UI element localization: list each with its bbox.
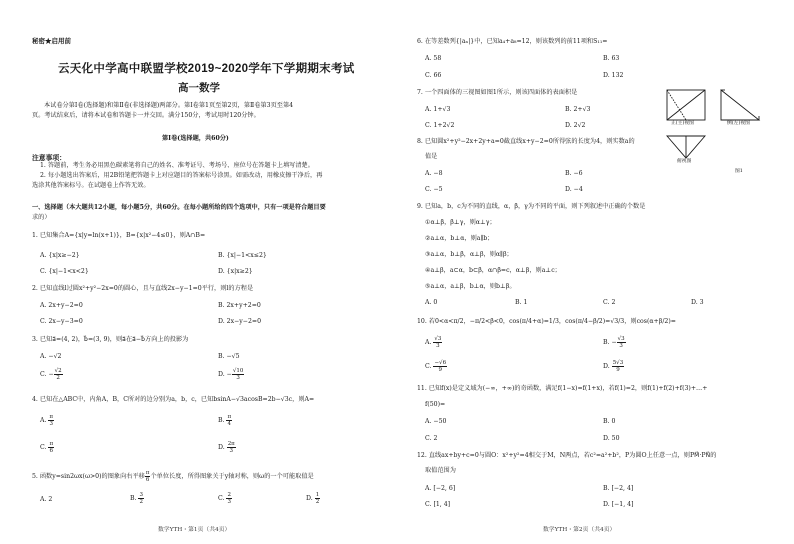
q4-stem: 4. 已知在△ABC中，内角A，B，C所对的边分别为a，b，c，已知bsinA−√3acosB=2b−√3c，则A= [32,396,315,403]
q10-option-a: A. $\frac{√3}{3}$ [425,336,442,349]
q9-statement-5: ⑤a⊥α，a⊥β，b⊥α，则b⊥β。 [425,283,516,290]
q12-stem: 12. 直线ax+by+c=0与圆O：x²+y²=4相交于M，N两点，若c²=a²+b²，P为圆O上任意一点，则PM⃗·PN⃗的 [417,452,717,459]
q12-option-a: A. [−2, 6] [425,485,456,492]
section1-heading-cont: 求的） [32,214,51,221]
q11-stem: 11. 已知f(x)是定义域为(−∞，+∞)的奇函数，满足f(1−x)=f(1+x)，若f(1)=2，则f(1)+f(2)+f(3)+…+ [417,385,708,392]
exam-title: 云天化中学高中联盟学校2019~2020学年下学期期末考试 [58,63,355,75]
q5-option-d: D. $\frac{1}{2}$ [306,492,320,505]
top-view-label: 俯视图 [677,159,692,164]
q7-stem: 7. 一个四面体的三视图如图1所示，则该四面体的表面积是 [417,89,578,96]
q3-option-b: B. −√5 [218,353,240,360]
q10-option-c: C. $\frac{-√6}{9}$ [425,360,447,373]
q5-option-b: B. $\frac{3}{2}$ [130,492,143,505]
q8-option-c: C. −5 [425,186,443,193]
q10-stem: 10. 若0<α<π/2，−π/2<β<0，cos(π/4+α)=1/3，cos(π/4−β/2)=√3/3，则cos(α+β/2)= [417,318,676,325]
q4-option-d: D. $\frac{2\pi}{3}$ [218,441,235,454]
figure-caption: 图1 [735,169,743,174]
q2-option-a: A. 2x+y−2=0 [40,302,83,309]
q6-option-c: C. 66 [425,72,442,79]
q7-option-c: C. 1+2√2 [425,122,455,129]
q8-option-d: D. −4 [565,186,583,193]
notice-line-2: 2. 每小题选出答案后，用2B铅笔把答题卡上对应题目的答案标号涂黑。如需改动，用橡皮擦干净后，再 [40,172,323,179]
q6-option-d: D. 132 [603,72,624,79]
q12-stem-cont: 取值范围为 [425,467,456,474]
q8-stem-cont: 值是 [425,153,438,160]
q9-option-d: D. 3 [691,299,704,306]
q6-option-a: A. 58 [425,55,442,62]
q1-stem: 1. 已知集合A={x|y=ln(x+1)}，B={x|x²−4≤0}，则A∩B= [32,232,206,239]
q9-statement-2: ②a⊥α，b⊥α，则a∥b； [425,235,494,242]
q9-option-c: C. 2 [603,299,616,306]
q9-option-a: A. 0 [425,299,438,306]
q11-option-b: B. 0 [603,418,616,425]
q6-stem: 6. 在等差数列{|aₙ|}中，已知a₄+a₈=12，则该数列的前11项和S₁₁= [417,38,608,45]
part1-heading: 第Ⅰ卷(选择题，共60分) [162,135,229,142]
q2-option-b: B. 2x+y+2=0 [218,302,261,309]
three-view-figure [663,86,771,178]
q3-option-a: A. −√2 [40,353,62,360]
q5-option-c: C. $\frac{2}{3}$ [218,492,231,505]
q6-option-b: B. 63 [603,55,620,62]
q3-stem: 3. 已知a⃗=(4, 2)，b⃗=(3, 9)，则a⃗在a⃗−b⃗方向上的投影为 [32,336,189,343]
q11-option-a: A. −50 [425,418,447,425]
q1-option-d: D. {x|x≥2} [218,268,253,275]
q9-statement-4: ④a⊥β，a⊂α，b⊂β，α∩β=c，α⊥β，则a⊥c； [425,267,561,274]
right-page [415,0,775,544]
section1-heading: 一、选择题（本大题共12小题，每小题5分，共60分。在每小题所给的四个选项中，只有一项是符合题目要 [32,204,326,211]
front-view-label: 正(主)视图 [671,121,694,126]
q11-option-d: D. 50 [603,435,620,442]
q4-option-c: C. $\frac{\pi}{6}$ [40,441,54,454]
side-view-label: 侧(左)视图 [727,121,750,126]
q4-option-b: B. $\frac{\pi}{4}$ [218,414,232,427]
q2-stem: 2. 已知直线l过圆x²+y²−2x=0的圆心，且与直线2x−y−1=0平行，则l的方程是 [32,285,254,292]
q11-option-c: C. 2 [425,435,438,442]
intro-line-2: 页。考试结束后，请将本试卷和答题卡一并交回。满分150分，考试用时120分钟。 [32,112,260,119]
q12-option-c: C. [1, 4] [425,501,451,508]
confidential-seal: 秘密★启用前 [32,38,71,45]
q10-option-b: B. − $\frac{√3}{3}$ [603,336,625,349]
q2-option-c: C. 2x−y−3=0 [40,318,83,325]
left-page [30,0,390,544]
q8-option-a: A. −8 [425,170,443,177]
q3-option-d: D. − $\frac{√10}{3}$ [218,368,244,381]
q12-option-b: B. [−2, 4] [603,485,634,492]
q9-statement-1: ①α⊥β，β⊥γ，则α⊥γ； [425,219,496,226]
notice-heading: 注意事项： [32,155,66,162]
q1-option-a: A. {x|x≥−2} [40,252,80,259]
q11-stem-cont: f(50)= [425,401,446,408]
q8-stem: 8. 已知圆x²+y²−2x+2y+a=0截直线x+y−2=0所得弦的长度为4，则实数a的 [417,138,635,145]
q7-option-a: A. 1+√3 [425,106,451,113]
q8-option-b: B. −6 [565,170,583,177]
q7-option-d: D. 2√2 [565,122,586,129]
q1-option-c: C. {x|−1<x<2} [40,268,89,275]
notice-line-3: 选涂其他答案标号。在试题卷上作答无效。 [32,182,150,189]
q9-option-b: B. 1 [515,299,528,306]
q3-option-c: C. − $\frac{√2}{2}$ [40,368,62,381]
footer-left: 数学YTH・第1页（共4页） [158,527,231,533]
q5-option-a: A. 2 [40,496,53,503]
q5-stem: 5. 函数y=sin2ωx(ω>0)的图象向右平移 $\frac{\pi}{6}$ 个单位长度，所得图象关于y轴对称，则ω的一个可能取值是 [32,470,314,483]
intro-line-1: 本试卷分第Ⅰ卷(选择题)和第Ⅱ卷(非选择题)两部分。第Ⅰ卷第1页至第2页，第Ⅱ卷第3页至第4 [44,102,294,109]
exam-subject: 高一数学 [178,82,220,94]
q10-option-d: D. $\frac{5√3}{9}$ [603,360,624,373]
notice-line-1: 1. 答题前，考生务必用黑色碳素笔将自己的姓名、准考证号、考场号、座位号在答题卡上填写清楚。 [40,162,314,169]
q7-option-b: B. 2+√3 [565,106,591,113]
q9-stem: 9. 已知a，b，c为不同的直线，α，β，γ为不同的平面，则下列叙述中正确的个数是 [417,203,646,210]
q2-option-d: D. 2x−y−2=0 [218,318,262,325]
q12-option-d: D. [−1, 4] [603,501,634,508]
footer-right: 数学YTH・第2页（共4页） [543,527,616,533]
q4-option-a: A. $\frac{\pi}{3}$ [40,414,54,427]
q9-statement-3: ③a⊥α，b⊥β，α⊥β，则α∥β； [425,251,513,258]
q1-option-b: B. {x|−1<x≤2} [218,252,267,259]
